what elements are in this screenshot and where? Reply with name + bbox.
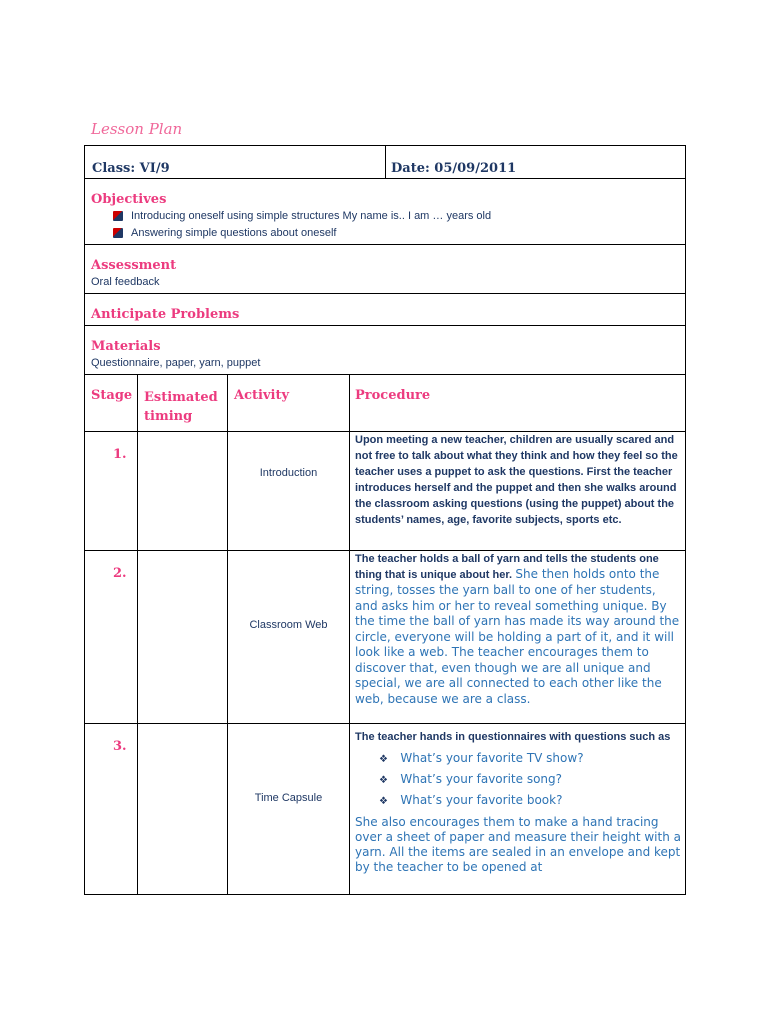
bullet-icon	[113, 228, 123, 238]
stage-number: 3.	[113, 739, 127, 754]
class-label: Class: VI/9	[92, 161, 170, 176]
stage-header: Stage	[91, 388, 133, 403]
activity-header: Activity	[234, 388, 289, 403]
list-item: ❖ What’s your favorite book?	[379, 793, 563, 807]
stage-number: 2.	[113, 566, 127, 581]
objective-item: Introducing oneself using simple structures My name is.. I am … years old	[113, 209, 491, 224]
list-item: ❖ What’s your favorite song?	[379, 772, 563, 786]
assessment-heading: Assessment	[91, 258, 177, 273]
procedure-text: The teacher hands in questionnaires with questions such as ❖ What’s your favorite TV show? ❖ What’s your favorite song? ❖ What’s your favorite book? She also encourages them to make a hand tracing over a sheet of paper and measure their height with a yarn. All the items are sealed in an envelope and kept by the teacher to be opened at	[355, 731, 681, 874]
anticipate-section	[84, 293, 686, 326]
bullet-icon	[113, 211, 123, 221]
activity-name: Classroom Web	[249, 619, 328, 631]
assessment-section	[84, 244, 686, 294]
table-row	[84, 431, 686, 551]
header-row	[84, 145, 686, 179]
procedure-text: Upon meeting a new teacher, children are usually scared and not free to talk about what they think and how they feel so the teacher uses a puppet to ask the questions. First the teacher introduces herself and the puppet and then she walks around the classroom asking questions (using the puppet) about the students’ names, age, favorite subjects, sports etc.	[355, 434, 678, 526]
stage-number: 1.	[113, 447, 127, 462]
activity-name: Introduction	[259, 467, 318, 479]
list-item: ❖ What’s your favorite TV show?	[379, 751, 584, 765]
materials-section	[84, 325, 686, 375]
diamond-bullet-icon: ❖	[379, 796, 388, 807]
materials-text: Questionnaire, paper, yarn, puppet	[91, 357, 261, 369]
table-row	[84, 723, 686, 895]
document-title: Lesson Plan	[91, 120, 183, 138]
diamond-bullet-icon: ❖	[379, 754, 388, 765]
anticipate-heading: Anticipate Problems	[91, 307, 240, 322]
procedure-text: The teacher holds a ball of yarn and tells the students one thing that is unique about her. She then holds onto the string, tosses the yarn ball to one of her students, and asks him or her to reveal something unique. By the time the ball of yarn has made its way around the circle, everyone will be holding a part of it, and it will look like a web. The teacher encourages them to discover that, even though we are all unique and special, we are all connected to each other like the web, because we are a class.	[355, 553, 680, 706]
objectives-heading: Objectives	[91, 192, 167, 207]
table-row	[84, 550, 686, 724]
objectives-section	[84, 178, 686, 245]
date-label: Date: 05/09/2011	[391, 161, 517, 176]
diamond-bullet-icon: ❖	[379, 775, 388, 786]
activity-name: Time Capsule	[254, 792, 323, 804]
assessment-text: Oral feedback	[91, 276, 160, 288]
table-header	[84, 374, 686, 432]
objective-item: Answering simple questions about oneself	[113, 226, 491, 241]
timing-header: Estimated timing	[144, 390, 218, 424]
materials-heading: Materials	[91, 339, 161, 354]
procedure-header: Procedure	[355, 388, 431, 403]
question-list	[379, 749, 681, 812]
